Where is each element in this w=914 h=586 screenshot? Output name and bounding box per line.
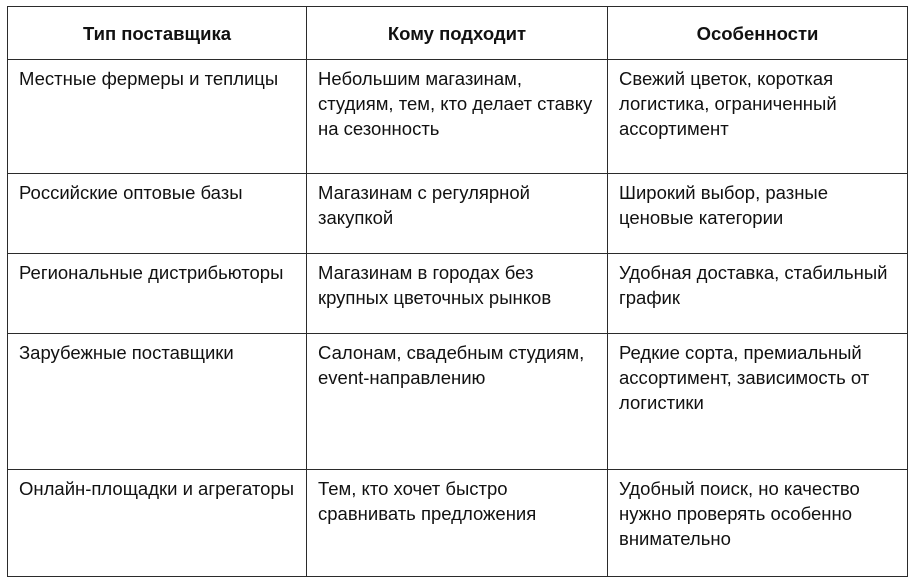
- cell-supplier-type: Региональные дистрибьюторы: [8, 254, 307, 334]
- cell-suitable-for: Салонам, свадебным студиям, event-направлению: [307, 334, 608, 470]
- table-header-row: [8, 7, 908, 60]
- table-row: [8, 470, 908, 577]
- table-row: [8, 60, 908, 174]
- cell-supplier-type: Местные фермеры и теплицы: [8, 60, 307, 174]
- table-row: [8, 254, 908, 334]
- header-supplier-type: Тип поставщика: [8, 7, 307, 60]
- cell-features: Удобная доставка, стабильный график: [608, 254, 908, 334]
- table-row: [8, 334, 908, 470]
- cell-suitable-for: Небольшим магазинам, студиям, тем, кто делает ставку на сезонность: [307, 60, 608, 174]
- table-row: [8, 174, 908, 254]
- supplier-table-container: [7, 6, 908, 577]
- cell-features: Свежий цветок, короткая логистика, ограниченный ассортимент: [608, 60, 908, 174]
- cell-supplier-type: Онлайн-площадки и агрегаторы: [8, 470, 307, 577]
- cell-features: Широкий выбор, разные ценовые категории: [608, 174, 908, 254]
- cell-suitable-for: Тем, кто хочет быстро сравнивать предложения: [307, 470, 608, 577]
- cell-suitable-for: Магазинам с регулярной закупкой: [307, 174, 608, 254]
- cell-supplier-type: Зарубежные поставщики: [8, 334, 307, 470]
- cell-supplier-type: Российские оптовые базы: [8, 174, 307, 254]
- header-suitable-for: Кому подходит: [307, 7, 608, 60]
- cell-features: Редкие сорта, премиальный ассортимент, зависимость от логистики: [608, 334, 908, 470]
- supplier-types-table: [7, 6, 908, 577]
- cell-suitable-for: Магазинам в городах без крупных цветочных рынков: [307, 254, 608, 334]
- header-features: Особенности: [608, 7, 908, 60]
- cell-features: Удобный поиск, но качество нужно проверять особенно внимательно: [608, 470, 908, 577]
